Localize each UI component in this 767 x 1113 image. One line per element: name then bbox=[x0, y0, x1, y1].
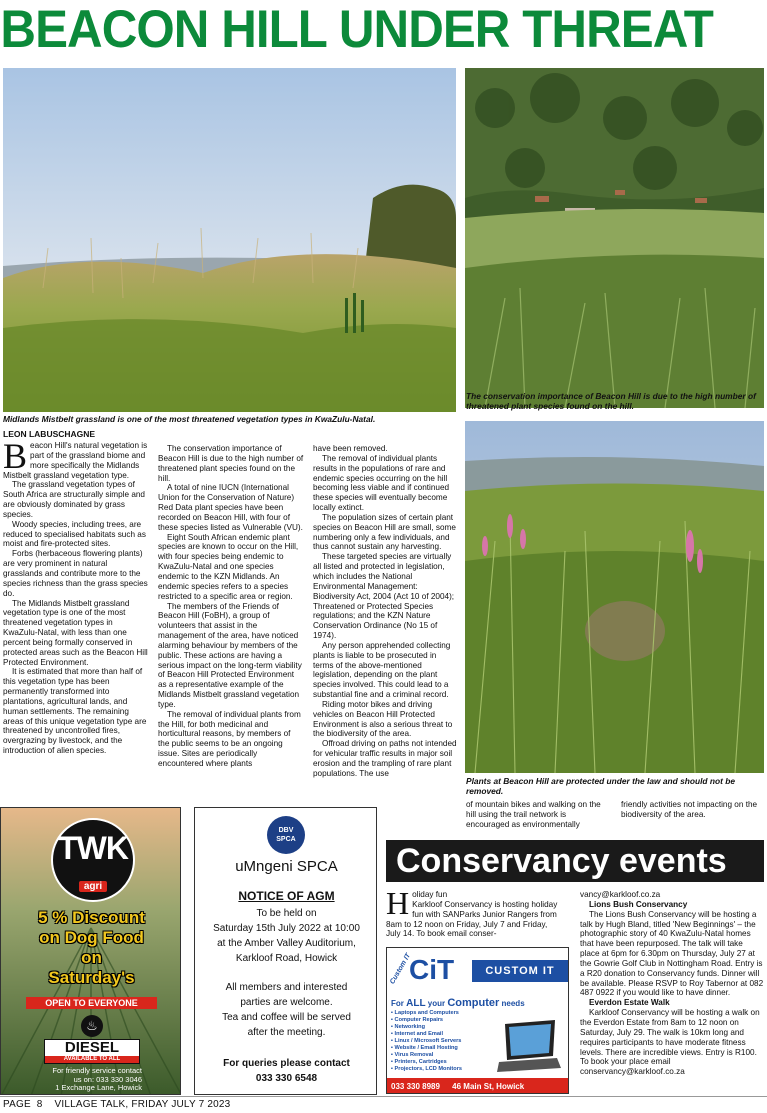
article-paragraph: Any person apprehended collecting plants is liable to be prosecuted in terms of the above-mentioned legislation, depending on the plant species involved. This could lead to a substantial fine and a criminal record. bbox=[313, 640, 451, 700]
cit-tagline-mid: your bbox=[425, 999, 448, 1008]
cit-services-list bbox=[391, 1010, 491, 1073]
spca-members-2: parties are welcome. bbox=[240, 997, 333, 1008]
article-paragraph: The removal of individual plants from the Hill, for both medicinal and horticultural reasons, by members of the public seems to be an ongoing issue. Sites are periodically encountered where plants bbox=[158, 709, 301, 768]
drop-cap: B bbox=[3, 436, 28, 476]
plants-caption: Plants at Beacon Hill are protected under the law and should not be removed. bbox=[466, 776, 735, 796]
service-item: ▪ Printers, Cartridges bbox=[391, 1059, 447, 1065]
article-paragraph: The removal of individual plants results in the populations of rare and endemic species occurring on the hill becoming less viable and if continued these species will eventually become locally extinct. bbox=[313, 453, 450, 513]
spca-date: Saturday 15th July 2022 at 10:00 bbox=[213, 923, 360, 934]
spca-notice: NOTICE OF AGM bbox=[238, 889, 335, 903]
email-continuation: vancy@karkloof.co.za bbox=[580, 890, 661, 899]
twk-discount bbox=[1, 908, 181, 988]
article-column-5: friendly activities not impacting on the biodiversity of the area. bbox=[621, 800, 758, 819]
cit-phone: 033 330 8989 bbox=[391, 1082, 440, 1091]
custom-it-advert[interactable] bbox=[386, 947, 569, 1094]
cit-logo: CiT bbox=[409, 954, 455, 985]
article-paragraph: It is estimated that more than half of this vegetation type has been permanently transformed into plantations, agricultural lands, and human settlements. The remaining areas of this unique vegetation type are threatened by uncontrolled fires, overgrazing by livestock, and the introduction of alien species. bbox=[3, 667, 147, 756]
spca-held: To be held on bbox=[256, 908, 317, 919]
cit-swirl-text: Custom IT bbox=[389, 952, 413, 986]
article-paragraph: have been removed. bbox=[313, 444, 388, 453]
spca-road: Karkloof Road, Howick bbox=[235, 953, 338, 964]
spca-phone: 033 330 6548 bbox=[255, 1073, 318, 1084]
lions-bush-heading: Lions Bush Conservancy bbox=[589, 899, 688, 909]
headline: BEACON HILL UNDER THREAT bbox=[0, 0, 713, 59]
cit-address: 46 Main St, Howick bbox=[452, 1082, 525, 1091]
article-paragraph: Beacon Hill's natural vegetation is part of the grassland biome and more specifically the Midlands Mistbelt grassland vegetation type. bbox=[3, 436, 148, 480]
service-item: ▪ Projectors, LCD Monitors bbox=[391, 1066, 462, 1072]
twk-address: 1 Exchange Lane, Howick bbox=[55, 1083, 142, 1092]
article-paragraph: These targeted species are virtually all listed and protected in legislation, which includes the National Environmental Management: Biodiversity Act, 2004 (Act 10 of 2004); Threatened or Protected Species regulations; and the KZN Nature Conservation Ordinance (No 15 of 1974). bbox=[313, 552, 455, 641]
spca-venue: at the Amber Valley Auditorium, bbox=[217, 938, 356, 949]
article-column-3 bbox=[313, 444, 459, 779]
service-item: ▪ Website / Email Hosting bbox=[391, 1045, 458, 1051]
twk-logo-sub: agri bbox=[79, 881, 107, 892]
article-column-1 bbox=[3, 436, 149, 756]
cit-tagline-pre: For bbox=[391, 999, 407, 1008]
article-column-4: of mountain bikes and walking on the hill using the trail network is encouraged as environmentally bbox=[466, 800, 601, 829]
spca-tea-2: after the meeting. bbox=[247, 1027, 326, 1038]
article-paragraph: A total of nine IUCN (International Union for the Conservation of Nature) Red Data plant species have been recorded on Beacon Hill, with four of these species listed as Vulnerable (VU). bbox=[158, 483, 303, 532]
twk-contact bbox=[1, 1067, 181, 1093]
hill-caption: The conservation importance of Beacon Hill is due to the high number of threatened plant species found on the hill. bbox=[466, 391, 756, 411]
spca-welcome bbox=[195, 980, 377, 1040]
grassland-photo bbox=[3, 68, 456, 412]
twk-advert[interactable] bbox=[0, 807, 181, 1095]
holiday-fun-text: oliday fun Karkloof Conservancy is hosting holiday fun with SANParks Junior Rangers from 8am to 12 noon on Friday, July 7 and Friday, July 14. To book email conser- bbox=[386, 890, 558, 939]
hill-photo bbox=[465, 68, 764, 408]
grassland-image bbox=[3, 68, 456, 412]
spca-contact bbox=[195, 1056, 377, 1086]
holiday-fun-event bbox=[386, 885, 564, 939]
spca-members-1: All members and interested bbox=[225, 982, 348, 993]
page-footer: PAGE 8 VILLAGE TALK, FRIDAY JULY 7 2023 bbox=[3, 1099, 231, 1110]
service-item: ▪ Laptops and Computers bbox=[391, 1010, 459, 1016]
service-item: ▪ Linux / Microsoft Servers bbox=[391, 1038, 462, 1044]
twk-open-ribbon: OPEN TO EVERYONE bbox=[26, 997, 157, 1009]
spca-badge-bottom: SPCA bbox=[276, 836, 296, 843]
twk-logo-text: TWK bbox=[58, 830, 128, 866]
spca-badge bbox=[267, 816, 305, 854]
lions-bush-text: The Lions Bush Conservancy will be hosting a talk by Hugh Bland, titled 'New Beginnings' – the photographic story of 40 KwaZulu-Natal homes that have been repurposed. The talk will take place at 6pm for 6.30pm on Thursday, July 27 at the Gowrie Golf Club in Nottingham Road. Entry is a R20 donation to Conservancy funds. Dinner will be available. Please RSVP to Roy Tabernor at 082 487 0922 if you would like to have dinner. bbox=[580, 909, 764, 998]
service-item: ▪ Internet and Email bbox=[391, 1031, 444, 1037]
spca-tea-1: Tea and coffee will be served bbox=[222, 1012, 351, 1023]
drop-cap: H bbox=[386, 885, 410, 921]
cit-brand: CUSTOM IT bbox=[472, 960, 568, 982]
twk-diesel-sub: AVAILABLE TO ALL bbox=[45, 1056, 139, 1063]
cit-tagline-post: needs bbox=[499, 999, 525, 1008]
twk-line-4: Saturday's bbox=[48, 968, 135, 987]
laptop-icon bbox=[495, 1020, 561, 1074]
events-column-2 bbox=[580, 890, 764, 1077]
twk-logo bbox=[51, 818, 135, 902]
article-column-2 bbox=[158, 444, 304, 769]
spca-badge-top: DBV bbox=[278, 827, 294, 834]
plants-photo bbox=[465, 421, 764, 773]
events-banner: Conservancy events bbox=[386, 840, 764, 882]
article-paragraph: The conservation importance of Beacon Hill is due to the high number of threatened plant species found on the hill. bbox=[158, 444, 304, 483]
service-item: ▪ Virus Removal bbox=[391, 1052, 434, 1058]
article-paragraph: Offroad driving on paths not intended for vehicular traffic results in major soil erosion and the trampling of rare plant populations. The use bbox=[313, 739, 457, 778]
cit-footer-bar bbox=[387, 1078, 569, 1094]
spca-org-name: uMngeni SPCA bbox=[235, 858, 338, 875]
cit-tagline-all: ALL bbox=[406, 998, 426, 1009]
cit-logo-area bbox=[387, 948, 472, 994]
article-paragraph: The grassland vegetation types of South Africa are structurally simple and are obviously dominated by grass species. bbox=[3, 480, 145, 519]
spca-advert[interactable] bbox=[194, 807, 377, 1095]
twk-diesel-label: DIESEL bbox=[64, 1039, 120, 1056]
service-item: ▪ Computer Repairs bbox=[391, 1017, 444, 1023]
article-paragraph: Woody species, including trees, are reduced to specialised habitats such as moist and fire-protected sites. bbox=[3, 519, 146, 549]
twk-line-3: on bbox=[81, 948, 102, 967]
cit-tagline bbox=[391, 997, 568, 1009]
cit-tagline-computer: Computer bbox=[447, 997, 500, 1009]
hill-image bbox=[465, 68, 764, 408]
footer-rule bbox=[0, 1096, 767, 1097]
twk-contact-line-1: For friendly service contact bbox=[52, 1066, 142, 1075]
twk-line-2: on Dog Food bbox=[39, 928, 144, 947]
byline: LEON LABUSCHAGNE bbox=[3, 429, 96, 439]
twk-diesel bbox=[44, 1039, 140, 1064]
spca-queries: For queries please contact bbox=[223, 1058, 350, 1069]
service-item: ▪ Networking bbox=[391, 1024, 426, 1030]
grassland-caption: Midlands Mistbelt grassland is one of the most threatened vegetation types in KwaZulu-Natal. bbox=[3, 414, 376, 424]
article-paragraph: The population sizes of certain plant species on Beacon Hill are small, some numbering only a few individuals, and thus cannot sustain any harvesting. bbox=[313, 512, 456, 552]
everdon-text: Karkloof Conservancy will be hosting a walk on the Everdon Estate from 8am to 12 noon on Saturday, July 29. The walk is 10km long and requires participants to have moderate fitness levels. There are incredible views. Entry is R100. To book your place email conservancy@karkloof.co.za bbox=[580, 1008, 760, 1077]
events-column-1 bbox=[386, 885, 564, 939]
plants-image bbox=[465, 421, 764, 773]
article-paragraph: Eight South African endemic plant species are known to occur on the Hill, with four species being endemic to KwaZulu-Natal and one species endemic to the KZN Midlands. An endemic species refers to a species restricted to a specific area or region. bbox=[158, 532, 299, 601]
twk-line-1: 5 % Discount bbox=[38, 908, 145, 927]
article-paragraph: The Midlands Mistbelt grassland vegetation type is one of the most threatened vegetation types in KwaZulu-Natal, with less than one percent being formally conserved in protected areas such as the Beacon Hill Protected Environment. bbox=[3, 598, 148, 667]
twk-contact-line-2: us on: 033 330 3046 bbox=[73, 1074, 142, 1084]
everdon-heading: Everdon Estate Walk bbox=[589, 998, 670, 1008]
article-paragraph: The members of the Friends of Beacon Hill (FoBH), a group of volunteers that assist in the management of the area, have noticed alarming behaviour by members of the public. These actions are having a serious impact on the long-term viability of Beacon Hill Protected Environment as a representative example of the Midlands Mistbelt grassland vegetation type. bbox=[158, 601, 302, 709]
article-paragraph: Forbs (herbaceous flowering plants) are very prominent in natural grasslands and contribute more to the species richness than the grass species do. bbox=[3, 549, 148, 598]
flame-icon: ♨ bbox=[81, 1015, 103, 1037]
spca-details bbox=[195, 906, 377, 966]
article-paragraph: Riding motor bikes and driving vehicles on Beacon Hill Protected Environment is also a serious threat to the biodiversity of the area. bbox=[313, 699, 453, 739]
